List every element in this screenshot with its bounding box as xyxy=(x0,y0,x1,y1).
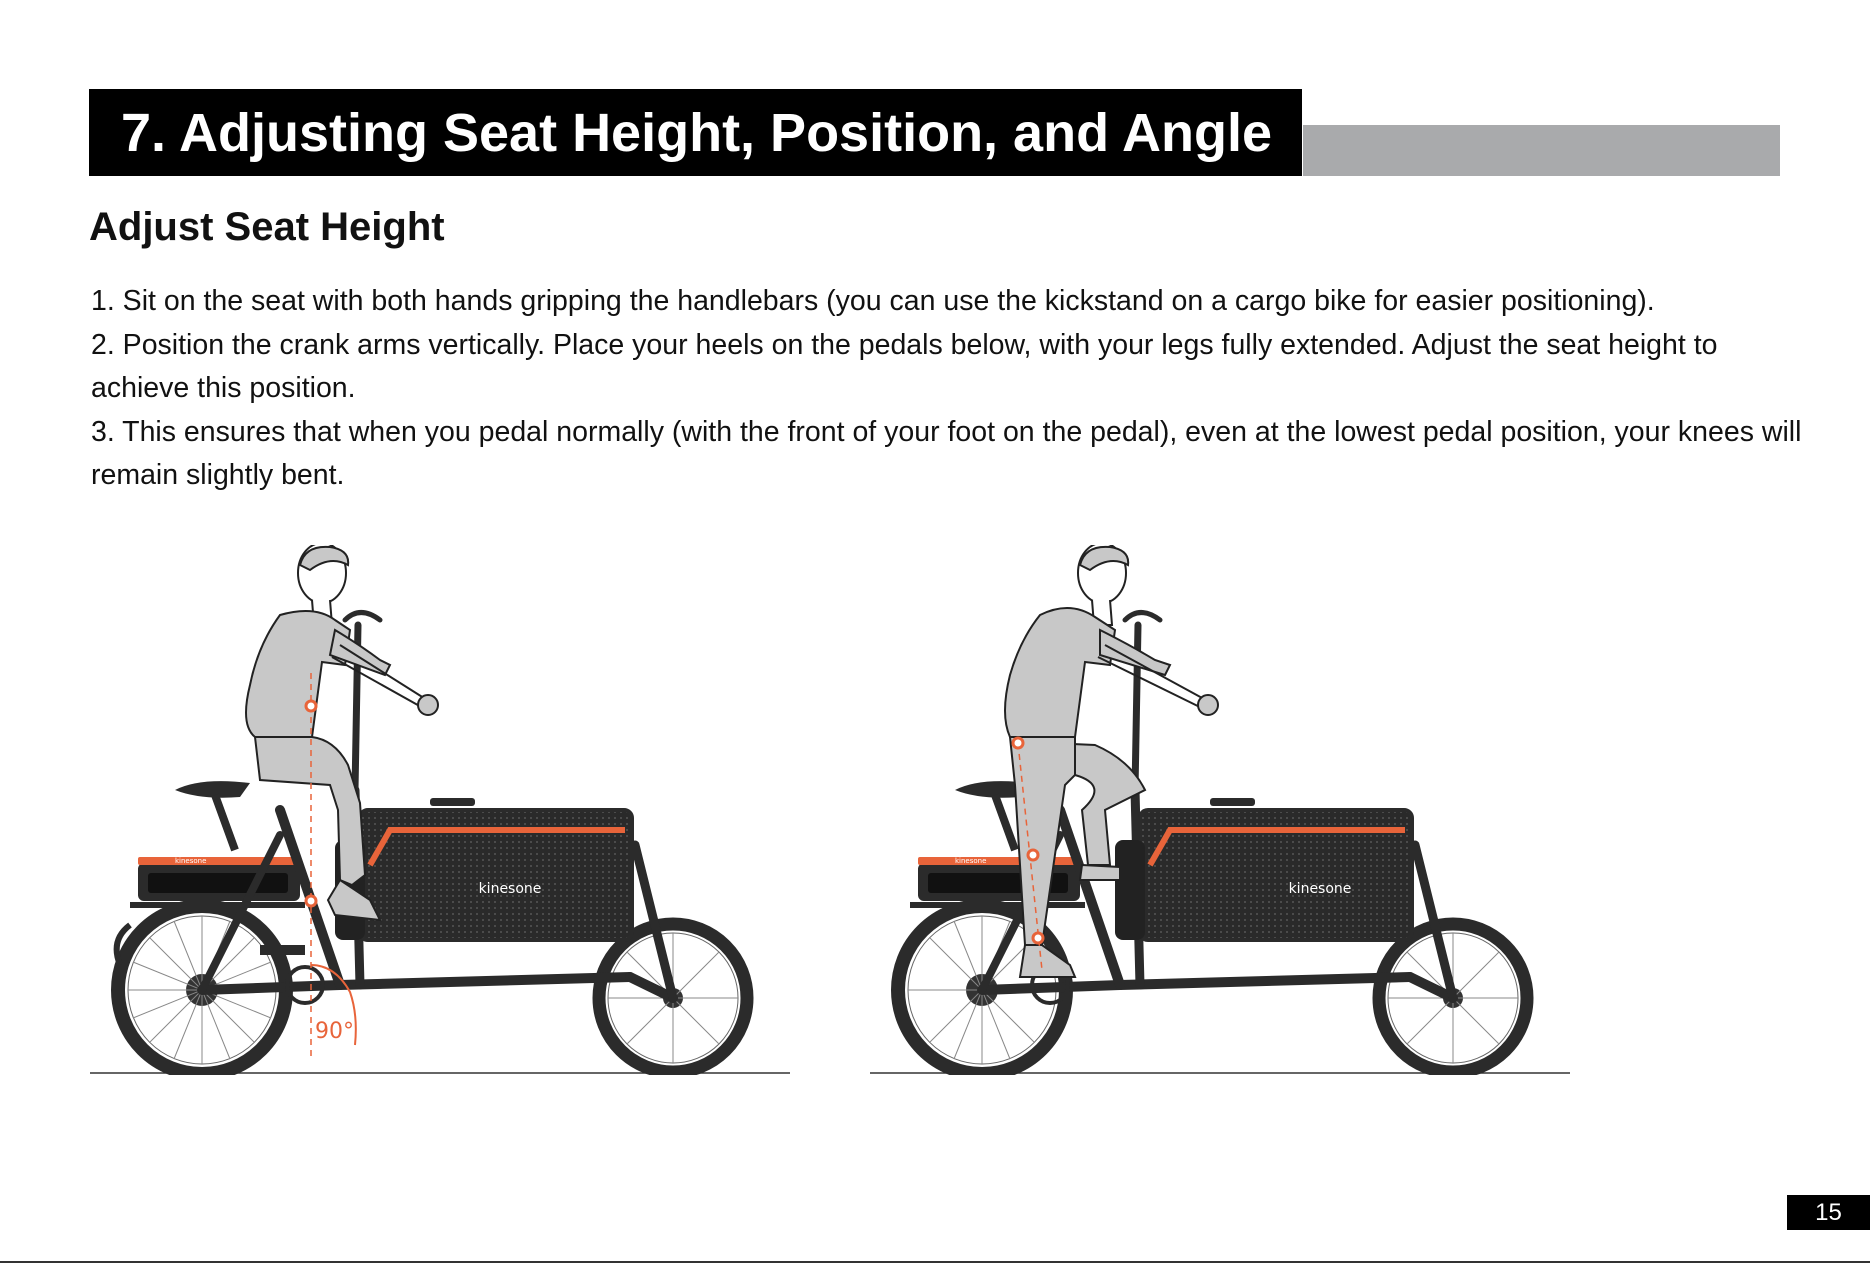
page-number xyxy=(1787,1195,1870,1230)
front-battery xyxy=(1115,840,1145,940)
instructions xyxy=(91,280,1811,498)
angle-label: 90° xyxy=(315,1019,354,1044)
pedal-marker xyxy=(306,896,316,906)
hip-marker xyxy=(1013,738,1023,748)
chapter-title: 7. Adjusting Seat Height, Position, and Angle xyxy=(121,102,1273,163)
box-logo-text: kinesone xyxy=(1288,881,1352,897)
instruction-3: 3. This ensures that when you pedal normally (with the front of your foot on the pedal), even at the lowest pedal position, your knees will remain slightly bent. xyxy=(91,415,1802,491)
figure-seat-height-heel-extended xyxy=(870,545,1570,1075)
section-title: Adjust Seat Height xyxy=(89,205,445,249)
instruction-2: 2. Position the crank arms vertically. Place your heels on the pedals below, with your legs fully extended. Adjust the seat height to achieve this position. xyxy=(91,328,1718,404)
box-logo-text: kinesone xyxy=(478,881,542,897)
heel-marker xyxy=(1033,933,1043,943)
chapter-header xyxy=(89,89,1302,176)
figure-seat-height-normal xyxy=(90,545,790,1075)
frame-logo-text: kinesone xyxy=(955,857,987,865)
seat xyxy=(175,781,250,798)
page-number-text: 15 xyxy=(1815,1198,1842,1226)
knee-marker xyxy=(306,701,316,711)
knee-marker xyxy=(1028,850,1038,860)
instruction-1: 1. Sit on the seat with both hands gripping the handlebars (you can use the kickstand on a cargo bike for easier positioning). xyxy=(91,285,1655,317)
frame-logo-text: kinesone xyxy=(175,857,207,865)
header-accent-bar xyxy=(1303,125,1780,176)
